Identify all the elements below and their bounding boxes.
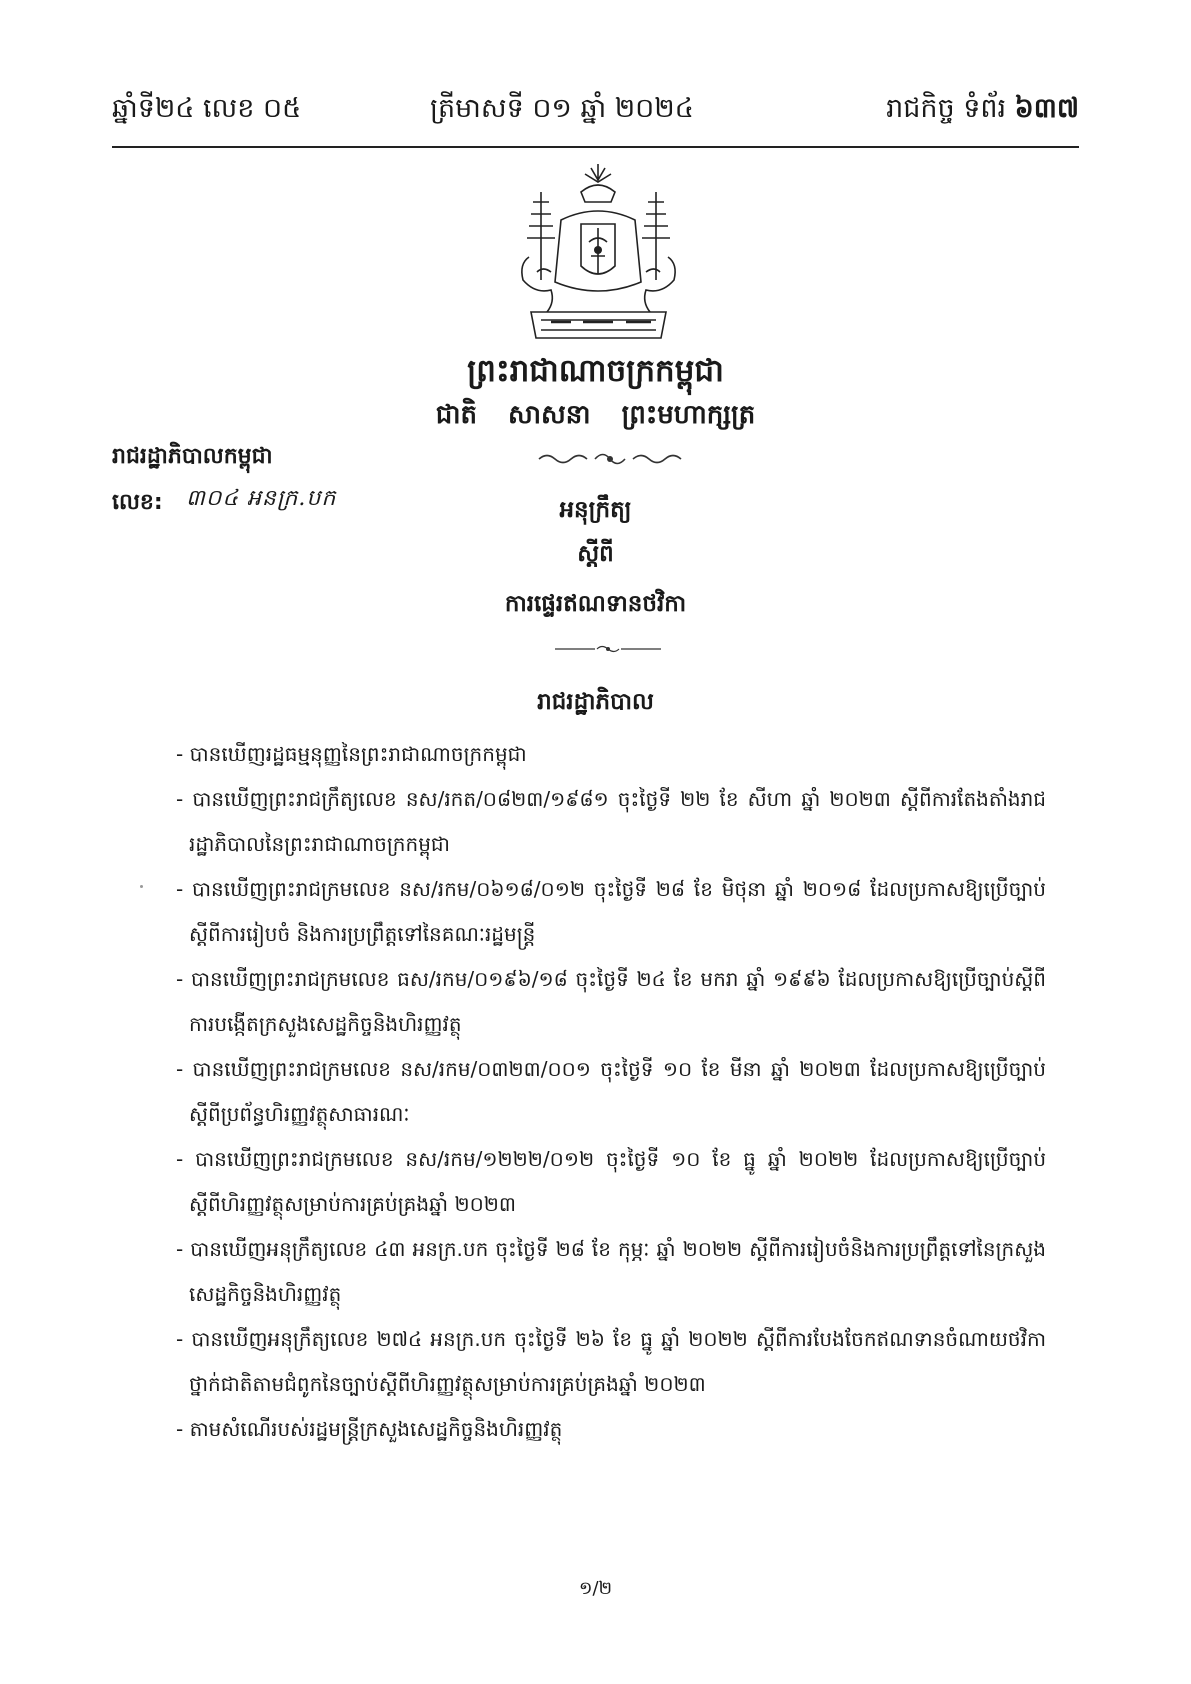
preamble-clause: - បានឃើញព្រះរាជក្រមលេខ នស/រកម/១២២២/០១២ ចុះថ្ងៃទី ១០ ខែ ធ្នូ ឆ្នាំ ២០២២ ដែលប្រកាសឱ្យប្រើច្បាប់ស្តីពីហិរញ្ញវត្ថុសម្រាប់ការគ្រប់គ្រងឆ្នាំ ២០២៣ xyxy=(176,1137,1046,1227)
preamble-clause: - បានឃើញរដ្ឋធម្មនុញ្ញនៃព្រះរាជាណាចក្រកម្ពុជា xyxy=(176,732,1046,777)
gazette-year-issue: ឆ្នាំទី២៤ លេខ ០៥ xyxy=(112,93,302,124)
small-ornament-icon xyxy=(553,643,663,655)
preamble-clause: - បានឃើញព្រះរាជក្រមលេខ ធស/រកម/០១៩៦/១៨ ចុះថ្ងៃទី ២៤ ខែ មករា ឆ្នាំ ១៩៩៦ ដែលប្រកាសឱ្យប្រើច្បាប់ស្តីពីការបង្កើតក្រសួងសេដ្ឋកិច្ចនិងហិរញ្ញវត្ថុ xyxy=(176,957,1046,1047)
document-subject: ការផ្ទេរឥណទានថវិកា xyxy=(504,591,687,617)
scan-speck xyxy=(140,885,143,888)
royal-coat-of-arms-icon xyxy=(511,162,686,342)
preamble-clauses xyxy=(176,732,1046,1452)
decree-number-label: លេខ: xyxy=(112,490,163,515)
document-type: អនុក្រឹត្យ xyxy=(559,497,632,523)
header-divider xyxy=(112,146,1079,148)
issuer-heading: រាជរដ្ឋាភិបាល xyxy=(537,689,654,715)
document-about: ស្តីពី xyxy=(577,541,614,567)
ornament-divider-icon xyxy=(535,450,685,468)
gazette-page-ref xyxy=(886,92,1079,131)
government-title: រាជរដ្ឋាភិបាលកម្ពុជា xyxy=(112,444,273,469)
preamble-clause: - បានឃើញអនុក្រឹត្យលេខ ២៧៤ អនក្រ.បក ចុះថ្ងៃទី ២៦ ខែ ធ្នូ ឆ្នាំ ២០២២ ស្តីពីការបែងចែកឥណទានចំណាយថវិកាថ្នាក់ជាតិតាមជំពូកនៃច្បាប់ស្តីពីហិរញ្ញវត្ថុសម្រាប់ការគ្រប់គ្រងឆ្នាំ ២០២៣ xyxy=(176,1317,1046,1407)
kingdom-name: ព្រះរាជាណាចក្រកម្ពុជា xyxy=(467,353,724,389)
gazette-quarter: ត្រីមាសទី ០១ ឆ្នាំ ២០២៤ xyxy=(430,93,694,124)
preamble-clause: - បានឃើញព្រះរាជក្រមលេខ នស/រកម/០៣២៣/០០១ ចុះថ្ងៃទី ១០ ខែ មីនា ឆ្នាំ ២០២៣ ដែលប្រកាសឱ្យប្រើច្បាប់ស្តីពីប្រព័ន្ធហិរញ្ញវត្ថុសាធារណៈ xyxy=(176,1047,1046,1137)
national-motto: ជាតិ សាសនា ព្រះមហាក្សត្រ xyxy=(435,400,756,430)
preamble-clause: - បានឃើញអនុក្រឹត្យលេខ ៤៣ អនក្រ.បក ចុះថ្ងៃទី ២៨ ខែ កុម្ភៈ ឆ្នាំ ២០២២ ស្តីពីការរៀបចំនិងការប្រព្រឹត្តទៅនៃក្រសួងសេដ្ឋកិច្ចនិងហិរញ្ញវត្ថុ xyxy=(176,1227,1046,1317)
decree-number-handwritten: ៣០៤ អនក្រ.បក xyxy=(186,486,337,511)
page-number: ១/២ xyxy=(578,1578,613,1599)
gazette-page-number: ៦៣៧ xyxy=(1014,93,1079,124)
preamble-clause: - បានឃើញព្រះរាជក្រមលេខ នស/រកម/០៦១៨/០១២ ចុះថ្ងៃទី ២៨ ខែ មិថុនា ឆ្នាំ ២០១៨ ដែលប្រកាសឱ្យប្រើច្បាប់ស្តីពីការរៀបចំ និងការប្រព្រឹត្តទៅនៃគណៈរដ្ឋមន្ត្រី xyxy=(176,867,1046,957)
preamble-clause: - បានឃើញព្រះរាជក្រឹត្យលេខ នស/រកត/០៨២៣/១៩៨១ ចុះថ្ងៃទី ២២ ខែ សីហា ឆ្នាំ ២០២៣ ស្តីពីការតែងតាំងរាជរដ្ឋាភិបាលនៃព្រះរាជាណាចក្រកម្ពុជា xyxy=(176,777,1046,867)
preamble-clause: - តាមសំណើរបស់រដ្ឋមន្ត្រីក្រសួងសេដ្ឋកិច្ចនិងហិរញ្ញវត្ថុ xyxy=(176,1407,1046,1452)
gazette-page-prefix: រាជកិច្ច ទំព័រ xyxy=(886,93,1007,124)
